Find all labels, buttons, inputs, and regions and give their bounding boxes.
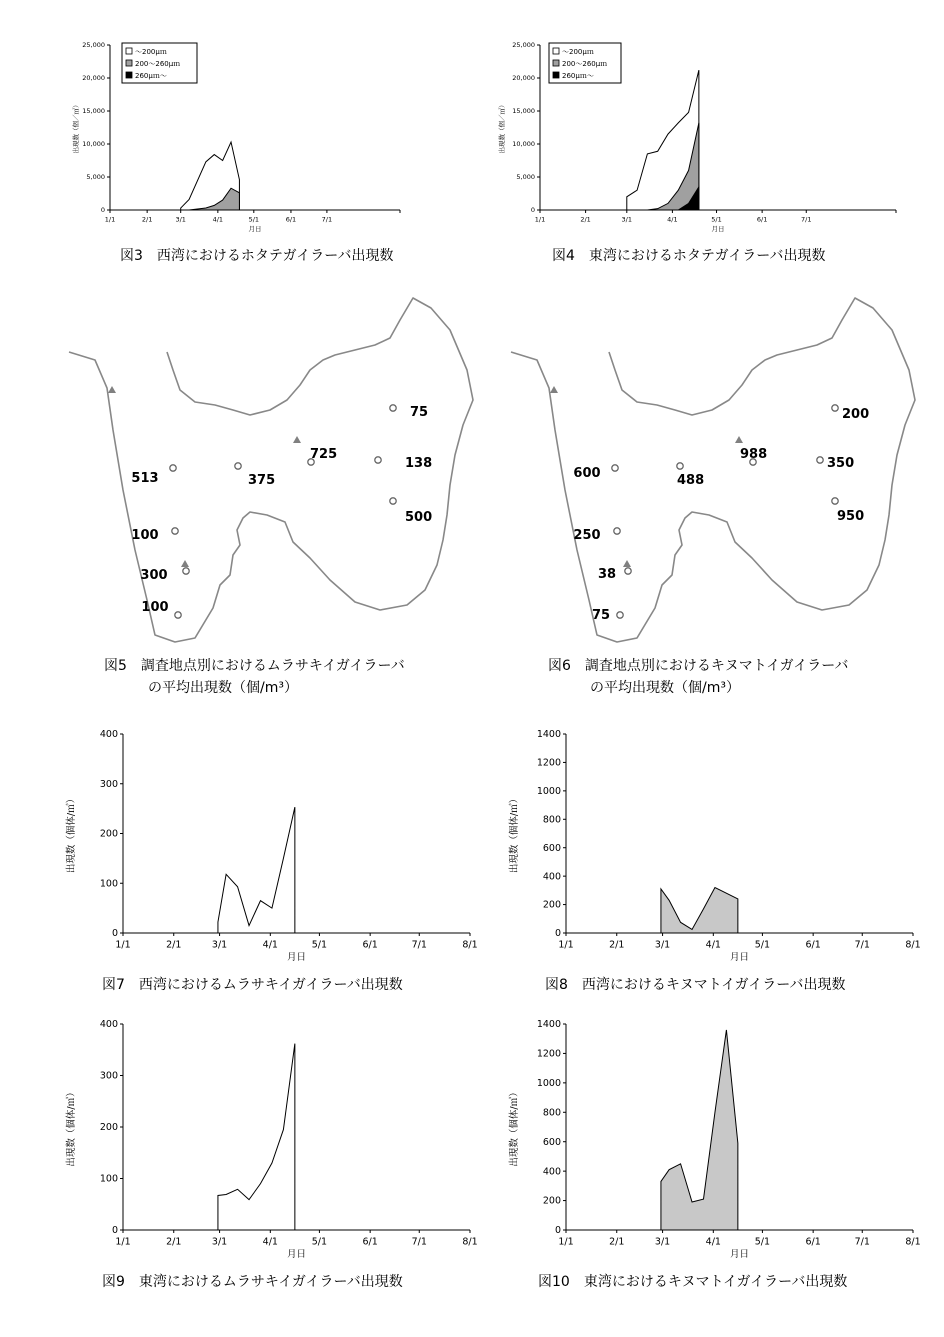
fig3-legend-label: 200～260μｍ	[135, 60, 181, 68]
fig9-y-tick-label: 0	[111, 1225, 118, 1237]
fig6-station-circle	[832, 498, 838, 504]
fig3-panel	[70, 35, 450, 235]
fig5-station-circle	[183, 568, 189, 574]
fig9-y-tick-label: 300	[99, 1070, 118, 1082]
fig4-y-tick-label: 15,000	[512, 107, 535, 116]
fig3-x-tick-label: 5/1	[248, 215, 260, 224]
fig5-station-marker-triangle	[181, 560, 189, 567]
fig9-x-tick-label: 1/1	[115, 1236, 131, 1248]
fig6-station-circle	[612, 465, 618, 471]
fig8-series-area	[661, 888, 738, 933]
fig10-y-tick-label: 1200	[536, 1048, 561, 1060]
fig6-station-value: 988	[740, 447, 768, 462]
fig5-station-value: 375	[248, 473, 276, 488]
fig9-x-tick-label: 5/1	[311, 1236, 328, 1248]
fig3-x-label: 月日	[248, 225, 262, 233]
fig10-panel	[503, 1012, 923, 1267]
fig7-x-tick-label: 5/1	[311, 939, 328, 951]
fig10-y-tick-label: 0	[554, 1225, 561, 1237]
fig3-legend-label: 260μｍ～	[135, 72, 167, 80]
fig4-legend-label: 200～260μｍ	[562, 60, 608, 68]
fig4-x-tick-label: 7/1	[801, 215, 812, 224]
fig5-station-circle	[172, 528, 178, 534]
fig8-chart	[503, 722, 923, 972]
fig5-panel	[55, 290, 485, 650]
fig9-x-tick-label: 2/1	[166, 1236, 182, 1248]
fig3-y-tick-label: 10,000	[82, 140, 105, 149]
fig4-legend-swatch	[553, 48, 559, 54]
fig8-y-tick-label: 400	[542, 871, 561, 883]
fig4-legend-swatch	[553, 72, 559, 78]
fig9-y-label: 出現数（個体/㎥）	[66, 1087, 77, 1167]
fig5-caption-line2: の平均出現数（個/m³）	[148, 680, 298, 696]
fig7-y-tick-label: 400	[99, 729, 118, 741]
fig8-y-tick-label: 600	[542, 842, 561, 854]
fig10-y-label: 出現数（個体/㎥）	[509, 1087, 520, 1167]
fig10-x-tick-label: 1/1	[558, 1236, 574, 1248]
fig7-x-label: 月日	[286, 952, 307, 963]
fig10-y-tick-label: 800	[542, 1107, 561, 1119]
fig7-x-tick-label: 4/1	[262, 939, 278, 951]
fig3-chart	[70, 35, 450, 235]
fig7-x-tick-label: 3/1	[211, 939, 228, 951]
fig7-series-line	[218, 807, 295, 933]
fig4-y-tick-label: 5,000	[516, 173, 535, 182]
fig5-station-marker-triangle	[108, 386, 116, 393]
fig9-x-tick-label: 8/1	[462, 1236, 478, 1248]
fig5-station-value: 75	[410, 405, 429, 420]
fig10-y-tick-label: 400	[542, 1166, 561, 1178]
fig6-station-value: 200	[842, 407, 870, 422]
fig3-caption: 図3 西湾におけるホタテガイラーバ出現数	[120, 248, 394, 264]
fig6-station-value: 488	[677, 473, 705, 488]
fig3-legend-swatch	[126, 48, 132, 54]
fig3-y-tick-label: 5,000	[86, 173, 105, 182]
fig6-station-circle	[625, 568, 631, 574]
fig6-map	[497, 290, 927, 650]
fig3-x-tick-label: 6/1	[285, 215, 297, 224]
fig4-x-tick-label: 3/1	[621, 215, 633, 224]
fig7-y-tick-label: 100	[99, 878, 118, 890]
fig4-x-tick-label: 6/1	[756, 215, 768, 224]
fig10-y-tick-label: 1000	[536, 1078, 561, 1090]
fig9-x-tick-label: 6/1	[362, 1236, 378, 1248]
fig6-station-marker-triangle	[623, 560, 631, 567]
fig4-x-tick-label: 5/1	[711, 215, 722, 224]
fig8-caption: 図8 西湾におけるキヌマトイガイラーバ出現数	[545, 977, 846, 993]
fig5-map	[55, 290, 485, 650]
fig10-x-tick-label: 6/1	[805, 1236, 821, 1248]
fig8-y-tick-label: 200	[542, 899, 561, 911]
fig6-station-value: 250	[573, 528, 601, 543]
fig5-station-circle	[375, 457, 381, 463]
fig4-panel	[495, 35, 910, 235]
fig10-x-label: 月日	[729, 1249, 750, 1260]
fig7-caption: 図7 西湾におけるムラサキイガイラーバ出現数	[102, 977, 403, 993]
fig9-x-tick-label: 4/1	[262, 1236, 278, 1248]
fig6-station-circle	[614, 528, 620, 534]
fig5-station-circle	[235, 463, 241, 469]
fig8-y-tick-label: 1000	[536, 786, 561, 798]
fig8-y-tick-label: 1200	[536, 757, 561, 769]
fig6-station-marker-triangle	[550, 386, 558, 393]
fig4-x-tick-label: 4/1	[667, 215, 678, 224]
fig6-station-circle	[817, 457, 823, 463]
fig9-x-tick-label: 3/1	[211, 1236, 228, 1248]
fig3-y-tick-label: 15,000	[82, 107, 105, 116]
fig4-y-tick-label: 20,000	[512, 74, 535, 83]
fig8-x-tick-label: 6/1	[805, 939, 821, 951]
fig7-x-tick-label: 1/1	[115, 939, 131, 951]
fig9-y-tick-label: 200	[99, 1122, 118, 1134]
fig3-x-tick-label: 2/1	[141, 215, 153, 224]
fig6-station-marker-triangle	[735, 436, 743, 443]
fig5-station-value: 100	[141, 600, 169, 615]
fig9-caption: 図9 東湾におけるムラサキイガイラーバ出現数	[102, 1274, 403, 1290]
fig4-chart	[495, 35, 910, 235]
fig9-panel	[60, 1012, 480, 1267]
fig4-y-tick-label: 10,000	[512, 140, 535, 149]
fig4-legend-label: 260μｍ～	[562, 72, 594, 80]
fig6-caption-line2: の平均出現数（個/m³）	[590, 680, 740, 696]
fig5-station-circle	[175, 612, 181, 618]
fig6-station-value: 350	[827, 456, 855, 471]
fig8-x-tick-label: 8/1	[905, 939, 921, 951]
fig5-station-circle	[170, 465, 176, 471]
fig6-station-circle	[677, 463, 683, 469]
fig4-caption: 図4 東湾におけるホタテガイラーバ出現数	[552, 248, 826, 264]
fig3-x-tick-label: 7/1	[321, 215, 333, 224]
fig6-coastline	[511, 298, 915, 642]
fig9-x-label: 月日	[286, 1249, 307, 1260]
fig8-x-tick-label: 4/1	[705, 939, 721, 951]
fig3-legend-swatch	[126, 60, 132, 66]
fig4-x-label: 月日	[711, 225, 725, 233]
fig3-y-tick-label: 0	[100, 206, 105, 215]
fig5-station-circle	[390, 405, 396, 411]
fig8-x-tick-label: 3/1	[654, 939, 671, 951]
fig6-station-value: 38	[597, 567, 617, 582]
fig7-x-tick-label: 2/1	[166, 939, 182, 951]
fig8-x-tick-label: 5/1	[754, 939, 771, 951]
fig8-y-tick-label: 0	[554, 928, 561, 940]
fig8-y-label: 出現数（個体/㎥）	[509, 793, 520, 874]
fig9-y-tick-label: 100	[99, 1173, 118, 1185]
fig7-y-tick-label: 300	[99, 778, 118, 790]
fig9-y-tick-label: 400	[99, 1019, 118, 1031]
fig9-series-line	[218, 1044, 295, 1230]
fig6-station-value: 75	[591, 608, 611, 623]
fig6-station-value: 600	[573, 466, 601, 481]
fig5-station-value: 300	[140, 568, 168, 583]
fig10-x-tick-label: 5/1	[754, 1236, 771, 1248]
fig5-station-value: 138	[405, 456, 433, 471]
fig10-series-area	[661, 1030, 738, 1230]
fig7-panel	[60, 722, 480, 972]
fig3-x-tick-label: 3/1	[175, 215, 186, 224]
fig10-caption: 図10 東湾におけるキヌマトイガイラーバ出現数	[538, 1274, 848, 1290]
fig4-y-tick-label: 25,000	[512, 41, 535, 50]
fig7-y-tick-label: 200	[99, 828, 118, 840]
fig8-x-label: 月日	[729, 952, 750, 963]
fig10-x-tick-label: 8/1	[905, 1236, 921, 1248]
fig3-y-tick-label: 20,000	[82, 74, 105, 83]
fig5-caption-line1: 図5 調査地点別におけるムラサキイガイラーバ	[104, 658, 405, 674]
fig3-y-label: 出現数（個／㎥）	[72, 101, 80, 154]
fig7-y-tick-label: 0	[111, 928, 118, 940]
fig5-station-marker-triangle	[293, 436, 301, 443]
fig5-station-value: 725	[310, 447, 338, 462]
fig7-x-tick-label: 8/1	[462, 939, 478, 951]
fig10-y-tick-label: 200	[542, 1195, 561, 1207]
fig10-chart	[503, 1012, 923, 1267]
fig9-x-tick-label: 7/1	[411, 1236, 427, 1248]
fig4-y-label: 出現数（個／㎥）	[498, 101, 506, 154]
fig8-y-tick-label: 800	[542, 814, 561, 826]
fig5-station-circle	[390, 498, 396, 504]
fig10-x-tick-label: 7/1	[854, 1236, 870, 1248]
fig3-y-tick-label: 25,000	[82, 41, 105, 50]
fig4-x-tick-label: 1/1	[534, 215, 546, 224]
fig7-x-tick-label: 6/1	[362, 939, 378, 951]
fig8-x-tick-label: 1/1	[558, 939, 574, 951]
fig4-x-tick-label: 2/1	[580, 215, 591, 224]
fig3-legend-swatch	[126, 72, 132, 78]
fig6-panel	[497, 290, 927, 650]
fig8-x-tick-label: 7/1	[854, 939, 870, 951]
fig10-y-tick-label: 600	[542, 1136, 561, 1148]
fig6-station-circle	[832, 405, 838, 411]
fig6-caption-line1: 図6 調査地点別におけるキヌマトイガイラーバ	[548, 658, 849, 674]
fig3-x-tick-label: 1/1	[104, 215, 116, 224]
fig5-station-value: 100	[131, 528, 159, 543]
fig10-x-tick-label: 3/1	[654, 1236, 671, 1248]
fig4-legend-label: ～200μｍ	[562, 48, 594, 56]
fig4-y-tick-label: 0	[530, 206, 535, 215]
fig8-panel	[503, 722, 923, 972]
fig4-legend-swatch	[553, 60, 559, 66]
fig8-x-tick-label: 2/1	[609, 939, 625, 951]
fig9-chart	[60, 1012, 480, 1267]
fig8-y-tick-label: 1400	[536, 729, 561, 741]
fig7-y-label: 出現数（個体/㎥）	[66, 793, 77, 874]
fig6-station-value: 950	[837, 509, 865, 524]
fig10-x-tick-label: 2/1	[609, 1236, 625, 1248]
fig3-x-tick-label: 4/1	[212, 215, 224, 224]
fig5-station-value: 513	[131, 471, 159, 486]
fig7-x-tick-label: 7/1	[411, 939, 427, 951]
fig6-station-circle	[617, 612, 623, 618]
fig5-station-value: 500	[405, 510, 433, 525]
fig7-chart	[60, 722, 480, 972]
fig3-legend-label: ～200μｍ	[135, 48, 167, 56]
fig10-y-tick-label: 1400	[536, 1019, 561, 1031]
fig10-x-tick-label: 4/1	[705, 1236, 721, 1248]
